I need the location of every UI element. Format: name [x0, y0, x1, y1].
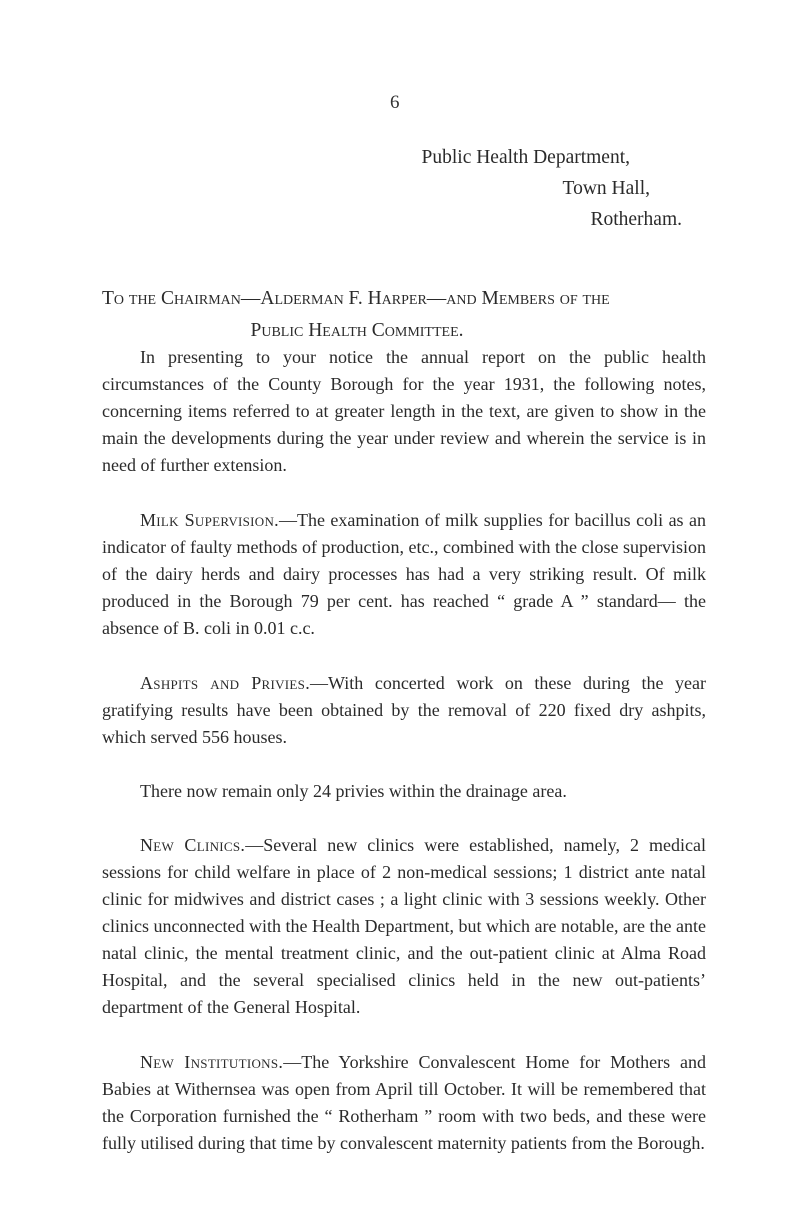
paragraph-new-institutions: [102, 1049, 706, 1157]
paragraph-text: —With concerted work on these during the year gratifying results have been obtained by the removal of 220 fixed dry ashpits, which served 556 houses.: [102, 673, 706, 747]
page-number: 6: [390, 92, 400, 113]
paragraph-text: —Several new clinics were established, namely, 2 medical sessions for child welfare in place of 2 non-medical sessions; 1 district ante natal clinic for midwives and district cases ; a light clinic with 3 sessions weekly. Other clinics unconnected with the Health Department, but which are notable, are the ante natal clinic, the mental treatment clinic, and the out-patient clinic at Alma Road Hospital, and the several specialised clinics held in the new out-patients’ department of the General Hospital.: [102, 835, 706, 1017]
address-line-town-hall: Town Hall,: [562, 178, 650, 199]
address-line-town: Rotherham.: [590, 209, 682, 230]
section-heading: New Institutions.: [140, 1052, 284, 1072]
paragraph-text: —The Yorkshire Convalescent Home for Mothers and Babies at Withernsea was open from April till October. It will be remembered that the Corporation furnished the “ Rotherham ” room with two beds, and these were fully utilised during that time by convalescent maternity patients from the Borough.: [102, 1052, 706, 1153]
section-heading: Milk Supervision.: [140, 510, 279, 530]
address-line-department: Public Health Department,: [421, 147, 630, 168]
salutation: [102, 283, 722, 347]
paragraph-privies-remaining: [102, 778, 706, 805]
section-heading: New Clinics.: [140, 835, 246, 855]
address-block: [422, 142, 682, 235]
paragraph-intro: [102, 344, 706, 479]
paragraph-text: —The examination of milk supplies for bacillus coli as an indicator of faulty methods of production, etc., combined with the close supervision of the dairy herds and dairy processes has had a very striking result. Of milk produced in the Borough 79 per cent. has reached “ grade A ” standard— the absence of B. coli in 0.01 c.c.: [102, 510, 707, 638]
salutation-line-2: Public Health Committee.: [250, 320, 464, 341]
paragraph-text: In presenting to your notice the annual report on the public health circumstances of the County Borough for the year 1931, the following notes, concerning items referred to at greater length in the text, are given to show in the main the developments during the year under review and wherein the service is in need of further extension.: [102, 347, 706, 475]
report-body: [102, 344, 706, 1185]
paragraph-ashpits-privies: [102, 670, 706, 751]
section-heading: Ashpits and Privies.: [140, 673, 311, 693]
paragraph-milk-supervision: [102, 507, 706, 642]
paragraph-text: There now remain only 24 privies within the drainage area.: [140, 781, 567, 801]
salutation-line-1: To the Chairman—Alderman F. Harper—and Members of the: [102, 288, 610, 309]
paragraph-new-clinics: [102, 832, 706, 1021]
